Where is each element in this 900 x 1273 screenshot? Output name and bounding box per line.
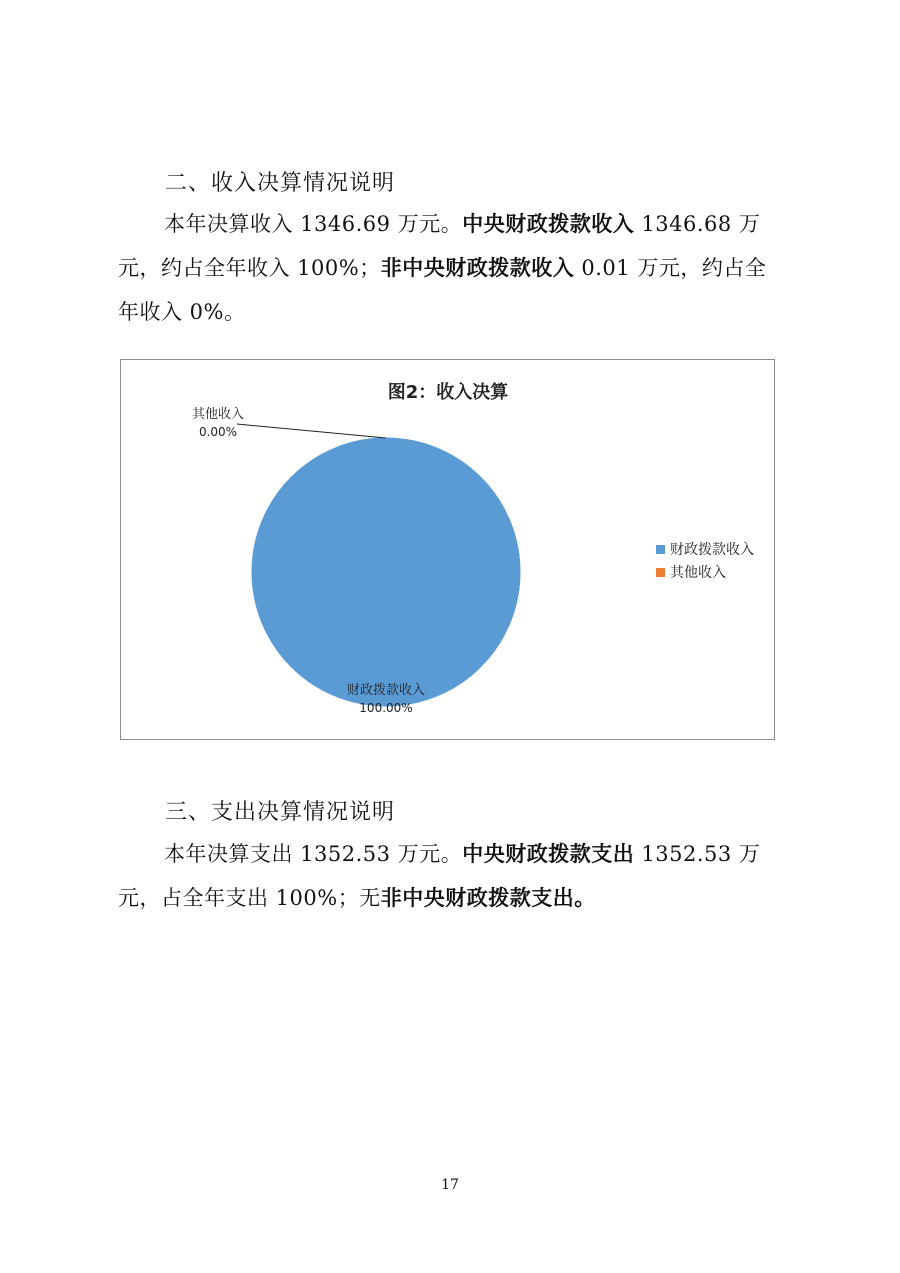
chart-legend (656, 541, 754, 581)
section2-heading: 二、收入决算情况说明 (165, 171, 396, 196)
bold-text-run: 中央财政拨款收入 (462, 212, 635, 236)
text-run: 0.01 万元，约占全年收入 0%。 (118, 256, 767, 324)
text-run: 1346.68 万元，约占全年收入 100%； (118, 212, 761, 280)
slice-label-percent: 100.00% (359, 701, 413, 715)
income-pie-chart (120, 359, 775, 740)
legend-label: 其他收入 (670, 565, 726, 581)
chart-title: 图2：收入决算 (387, 382, 509, 403)
leader-line (237, 424, 386, 438)
bold-text-run: 非中央财政拨款支出。 (380, 886, 596, 910)
text-run: 本年决算收入 1346.69 万元。 (164, 212, 463, 236)
text-run: 本年决算支出 1352.53 万元。 (164, 842, 463, 866)
legend-swatch (656, 545, 665, 554)
slice-label-name: 财政拨款收入 (346, 683, 426, 698)
section2-paragraph (118, 202, 784, 334)
legend-label: 财政拨款收入 (670, 542, 754, 558)
bold-text-run: 中央财政拨款支出 (462, 842, 635, 866)
bold-text-run: 非中央财政拨款收入 (380, 256, 575, 280)
slice-label-percent: 0.00% (198, 425, 238, 439)
page-number: 17 (441, 1177, 459, 1193)
pie-group (252, 438, 520, 706)
pie-chart-svg (121, 360, 776, 741)
legend-swatch (656, 568, 665, 577)
text-run: 1352.53 万元，占全年支出 100%；无 (118, 842, 761, 910)
section3-heading: 三、支出决算情况说明 (165, 800, 396, 825)
section3-paragraph (118, 832, 784, 920)
slice-label-name: 其他收入 (191, 407, 245, 422)
